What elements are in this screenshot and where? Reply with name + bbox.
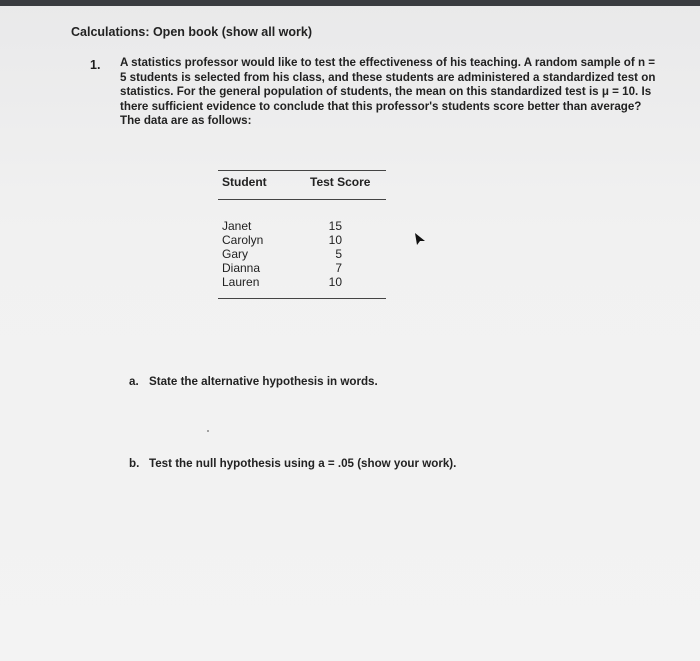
part-a-label: a. bbox=[129, 375, 139, 388]
mouse-pointer-icon bbox=[413, 232, 427, 246]
student-name: Lauren bbox=[222, 275, 260, 289]
question-line: The data are as follows: bbox=[120, 114, 252, 128]
test-score: 10 bbox=[328, 275, 342, 289]
question-text bbox=[120, 56, 660, 129]
test-score: 7 bbox=[335, 261, 342, 275]
part-a bbox=[129, 375, 378, 388]
student-name: Carolyn bbox=[222, 233, 264, 247]
table-header-rule bbox=[218, 199, 386, 200]
test-score: 10 bbox=[328, 233, 342, 247]
part-b-label: b. bbox=[129, 457, 140, 470]
test-score: 5 bbox=[335, 247, 342, 261]
stray-mark bbox=[207, 430, 209, 432]
question-line: 5 students is selected from his class, and these students are administered a standardized test on bbox=[120, 70, 656, 84]
top-bar bbox=[0, 0, 700, 6]
student-name: Gary bbox=[222, 247, 249, 261]
student-name: Janet bbox=[222, 219, 252, 233]
table-bottom-rule bbox=[218, 298, 386, 299]
part-a-text: State the alternative hypothesis in words. bbox=[149, 375, 378, 388]
table-top-rule bbox=[218, 170, 386, 171]
header-test-score: Test Score bbox=[310, 175, 371, 189]
header-student: Student bbox=[222, 175, 267, 189]
part-b bbox=[129, 457, 456, 470]
question-number: 1. bbox=[90, 58, 101, 72]
student-name: Dianna bbox=[222, 261, 261, 275]
question-line: there sufficient evidence to conclude that this professor's students score better than average? bbox=[120, 99, 642, 113]
question-line: statistics. For the general population of students, the mean on this standardized test is μ = 10. Is bbox=[120, 85, 652, 99]
test-score: 15 bbox=[328, 219, 342, 233]
question-line: A statistics professor would like to test the effectiveness of his teaching. A random sample of n = bbox=[120, 56, 656, 69]
part-b-text: Test the null hypothesis using a = .05 (show your work). bbox=[149, 457, 457, 470]
page-heading: Calculations: Open book (show all work) bbox=[71, 25, 312, 39]
student-column bbox=[222, 219, 263, 289]
score-column bbox=[318, 219, 342, 289]
